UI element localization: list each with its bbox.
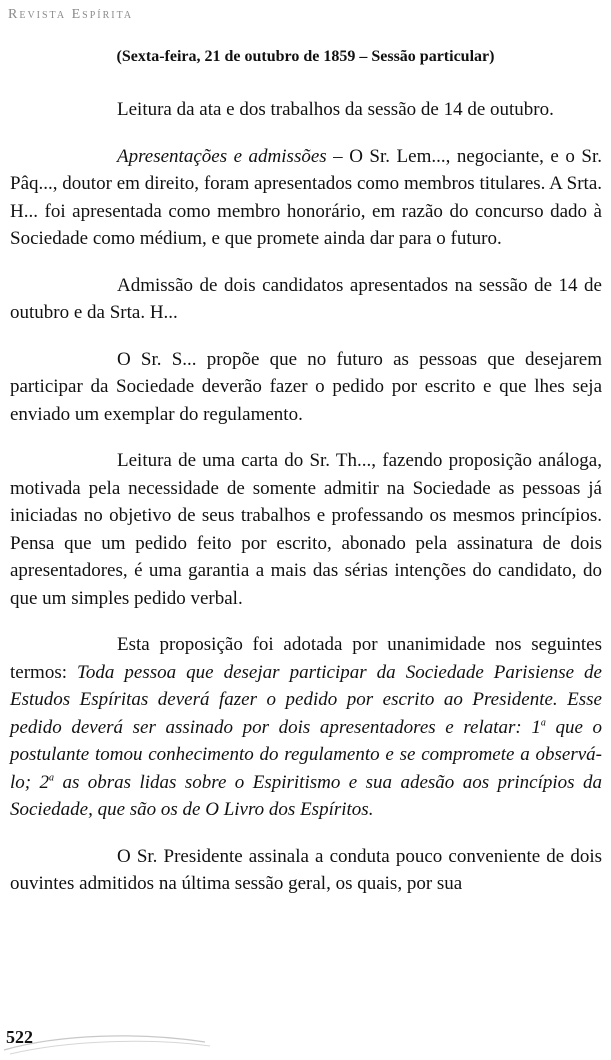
session-heading: (Sexta-feira, 21 de outubro de 1859 – Sessão particular) (116, 48, 495, 65)
paragraph: O Sr. S... propõe que no futuro as pessoas que desejarem participar da Sociedade deverão fazer o pedido por escrito e que lhes seja enviado um exemplar do regulamento. (10, 348, 602, 425)
paragraph-text: – O Sr. Lem..., negociante, e o Sr. Pâq..., doutor em direito, foram apresentados como membros titulares. A Srta. H... foi apresentada como membro honorário, em razão do concurso dado à Sociedade como médium, e que promete ainda dar para o futuro. (10, 145, 602, 249)
running-header: Revista Espírita (8, 7, 134, 22)
paragraph: Admissão de dois candidatos apresentados na sessão de 14 de outubro e da Srta. H... (10, 274, 602, 323)
ordinal-mark: a (540, 717, 546, 729)
paragraph-text: Esta proposição foi adotada por unanimidade nos seguintes termos: (10, 634, 602, 683)
paragraph: O Sr. Presidente assinala a conduta pouco conveniente de dois ouvintes admitidos na última sessão geral, os quais, por sua (10, 845, 602, 894)
italic-lead: Apresentações e admissões (117, 145, 327, 167)
resolution-text: as obras lidas sobre o Espiritismo e sua adesão aos princípios da Sociedade, que são os de O Livro dos Espíritos. (10, 771, 602, 820)
ordinal-mark: a (49, 772, 55, 784)
body-text (10, 96, 602, 898)
paragraph (10, 143, 602, 253)
paragraph (10, 631, 602, 824)
paragraph: Leitura de uma carta do Sr. Th..., fazendo proposição análoga, motivada pela necessidade de somente admitir na Sociedade as pessoas já iniciadas no objetivo de seus trabalhos e professando os mesmos princípios. Pensa que um pedido feito por escrito, abonado pela assinatura de dois apresentadores, é uma garantia a mais das sérias intenções do candidato, do que um simples pedido verbal. (10, 450, 602, 609)
italic-resolution (10, 662, 602, 821)
page-number: 522 (6, 1027, 33, 1047)
footer-swoosh-ornament (0, 1028, 220, 1058)
paragraph: Leitura da ata e dos trabalhos da sessão de 14 de outubro. (117, 99, 554, 120)
resolution-text: que o postulante tomou conhecimento do regulamento e se compromete a observá-lo; 2 (10, 716, 602, 793)
resolution-text: Toda pessoa que desejar participar da Sociedade Parisiense de Estudos Espíritas deverá fazer o pedido por escrito ao Presidente. Esse pedido deverá ser assinado por dois apresentadores e relatar: 1 (10, 661, 602, 738)
